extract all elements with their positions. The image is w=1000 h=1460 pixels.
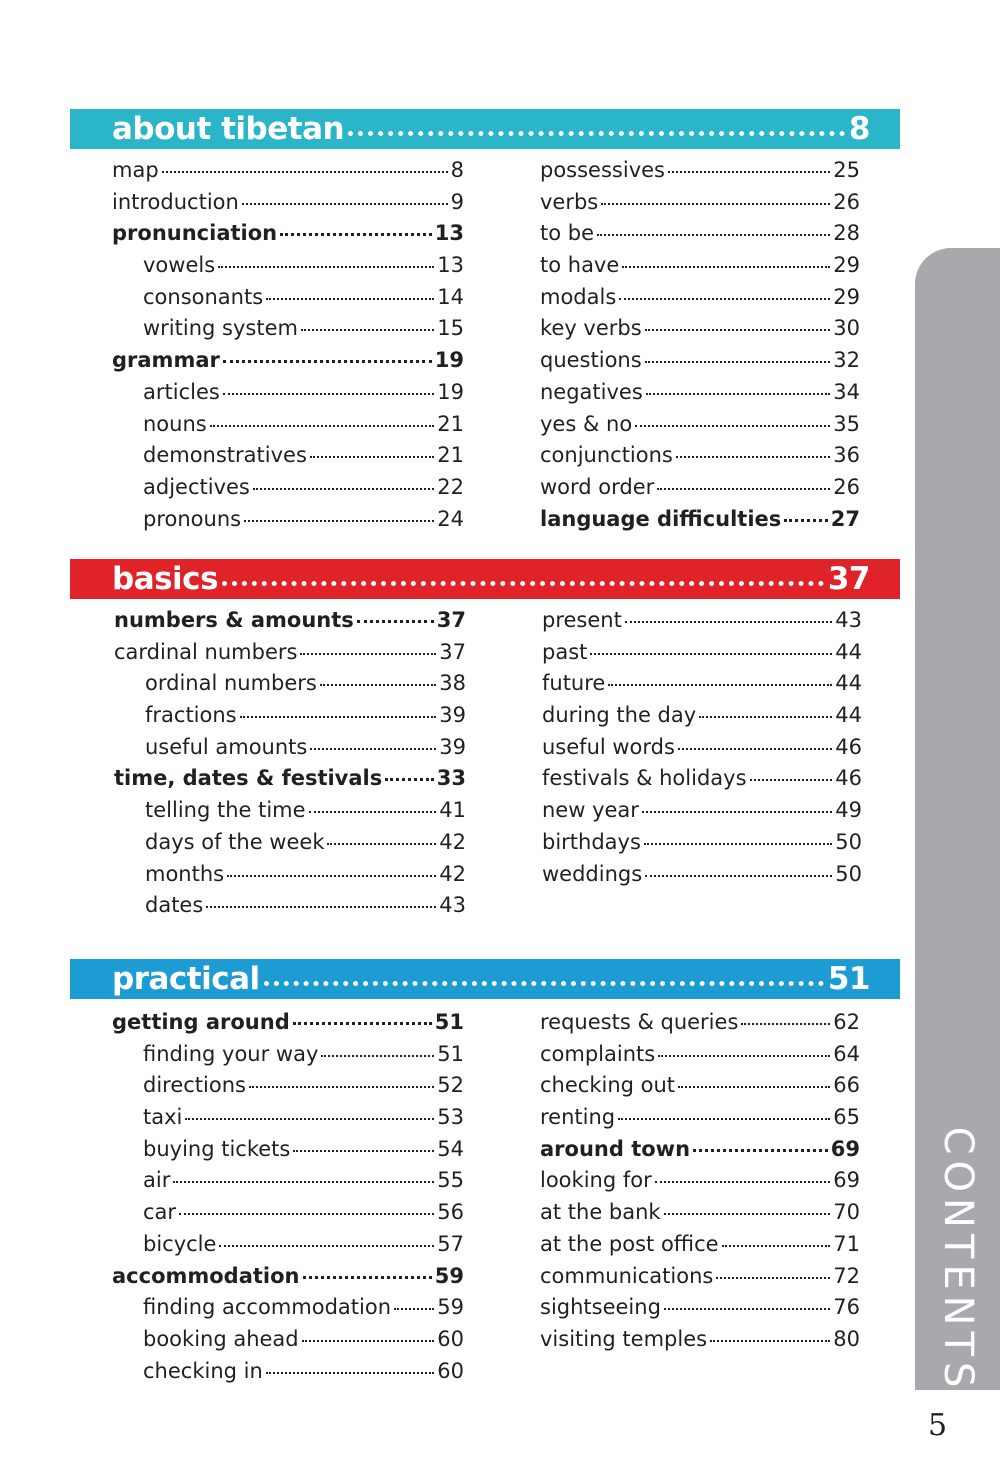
toc-entry-page: 21	[437, 411, 464, 436]
toc-entry-page: 71	[833, 1231, 860, 1256]
toc-entry-label: sightseeing	[540, 1295, 661, 1320]
toc-entry[interactable]	[540, 253, 860, 285]
toc-entry[interactable]	[112, 1327, 464, 1359]
toc-entry-label: articles	[143, 379, 220, 404]
toc-entry[interactable]	[114, 862, 466, 894]
toc-entry-page: 52	[437, 1073, 464, 1098]
dot-leader	[227, 875, 436, 877]
dot-leader	[645, 875, 832, 877]
toc-entry-page: 39	[439, 734, 466, 759]
toc-entry-page: 59	[434, 1263, 464, 1288]
dot-leader	[357, 620, 434, 623]
toc-entry-label: to have	[540, 253, 620, 278]
toc-entry-label: pronouns	[143, 506, 242, 531]
dot-leader	[310, 456, 434, 458]
toc-entry[interactable]	[542, 671, 862, 703]
dot-leader	[710, 1340, 830, 1342]
toc-entry[interactable]	[542, 735, 862, 767]
toc-entry-label: air	[143, 1168, 171, 1193]
toc-entry-label: dates	[145, 893, 204, 918]
dot-leader	[310, 748, 436, 750]
toc-entry-page: 51	[434, 1010, 464, 1034]
dot-leader	[658, 1055, 830, 1057]
dot-leader	[385, 778, 434, 781]
toc-entry-page: 39	[439, 703, 466, 728]
toc-entry-label: at the post office	[540, 1231, 719, 1256]
dot-leader	[293, 1150, 434, 1152]
dot-leader	[784, 519, 827, 522]
toc-entry[interactable]	[112, 1168, 464, 1200]
toc-entry-label: checking in	[143, 1358, 263, 1383]
dot-leader	[320, 684, 436, 686]
section-title: basics	[112, 561, 219, 597]
dot-leader	[266, 298, 434, 300]
toc-entry-label: weddings	[542, 861, 643, 886]
section-title: about tibetan	[112, 111, 345, 147]
dot-leader	[642, 811, 832, 813]
toc-entry[interactable]	[112, 190, 464, 222]
toc-entry[interactable]	[542, 703, 862, 735]
toc-entry-page: 60	[437, 1326, 464, 1351]
toc-entry-label: ordinal numbers	[145, 671, 317, 696]
toc-entry-label: to be	[540, 221, 595, 246]
toc-column-left	[112, 1010, 464, 1390]
toc-entry-page: 57	[437, 1231, 464, 1256]
dot-leader	[348, 131, 845, 136]
toc-entry[interactable]	[540, 1105, 860, 1137]
dot-leader	[619, 298, 830, 300]
toc-entry[interactable]	[540, 285, 860, 317]
toc-entry[interactable]	[112, 1010, 464, 1042]
toc-entry-page: 44	[835, 639, 862, 664]
toc-entry[interactable]	[542, 862, 862, 894]
dot-leader	[750, 779, 833, 781]
section-page: 37	[827, 561, 870, 597]
dot-leader	[309, 811, 437, 813]
toc-entry-label: taxi	[143, 1105, 183, 1130]
dot-leader	[644, 843, 832, 845]
toc-entry-page: 42	[439, 861, 466, 886]
dot-leader	[280, 233, 432, 236]
dot-leader	[223, 360, 432, 363]
toc-entry-label: booking ahead	[143, 1326, 299, 1351]
toc-entry-label: renting	[540, 1105, 616, 1130]
toc-entry[interactable]	[112, 1359, 464, 1391]
dot-leader	[253, 488, 434, 490]
toc-entry-label: at the bank	[540, 1200, 661, 1225]
dot-leader	[668, 171, 830, 173]
toc-entry-label: numbers & amounts	[114, 608, 354, 632]
toc-entry-label: fractions	[145, 703, 237, 728]
toc-entry-label: useful amounts	[145, 734, 308, 759]
toc-entry-label: telling the time	[145, 798, 306, 823]
toc-entry-page: 15	[437, 316, 464, 341]
toc-entry-page: 41	[439, 798, 466, 823]
toc-entry[interactable]	[114, 830, 466, 862]
toc-entry[interactable]	[112, 158, 464, 190]
toc-entry-label: future	[542, 671, 606, 696]
toc-entry[interactable]	[540, 158, 860, 190]
toc-entry[interactable]	[114, 766, 466, 798]
toc-entry[interactable]	[114, 798, 466, 830]
toc-entry[interactable]	[112, 443, 464, 475]
dot-leader	[693, 1149, 828, 1152]
toc-column-right	[542, 608, 862, 893]
toc-entry-label: visiting temples	[540, 1326, 708, 1351]
toc-entry-page: 37	[436, 608, 466, 632]
toc-column-left	[114, 608, 466, 925]
toc-entry-page: 27	[830, 506, 860, 531]
toc-entry[interactable]	[112, 316, 464, 348]
toc-entry-page: 13	[437, 253, 464, 278]
section-header-about-tibetan[interactable]	[70, 109, 900, 149]
toc-column-right	[540, 1010, 860, 1359]
page-number: 5	[928, 1408, 948, 1443]
toc-entry[interactable]	[540, 1327, 860, 1359]
toc-entry[interactable]	[540, 1200, 860, 1232]
toc-entry-label: modals	[540, 284, 617, 309]
dot-leader	[657, 488, 830, 490]
dot-leader	[676, 456, 830, 458]
toc-entry-label: during the day	[542, 703, 697, 728]
toc-entry-page: 62	[833, 1010, 860, 1034]
dot-leader	[162, 171, 448, 173]
toc-entry[interactable]	[112, 221, 464, 253]
toc-column-left	[112, 158, 464, 538]
toc-entry-label: getting around	[112, 1010, 290, 1034]
dot-leader	[608, 684, 832, 686]
dot-leader	[645, 361, 831, 363]
toc-entry[interactable]	[540, 190, 860, 222]
toc-entry-page: 53	[437, 1105, 464, 1130]
toc-entry-page: 25	[833, 158, 860, 182]
toc-entry-label: grammar	[112, 348, 220, 373]
toc-entry[interactable]	[112, 1073, 464, 1105]
side-tab-label: CONTENTS	[934, 1126, 981, 1394]
toc-entry-page: 38	[439, 671, 466, 696]
toc-entry-page: 65	[833, 1105, 860, 1130]
toc-entry-page: 28	[833, 221, 860, 246]
dot-leader	[645, 329, 831, 331]
toc-entry-label: map	[112, 158, 159, 182]
toc-entry-page: 46	[835, 766, 862, 791]
toc-entry[interactable]	[112, 475, 464, 507]
toc-entry-label: time, dates & festivals	[114, 766, 383, 791]
toc-entry-label: word order	[540, 474, 655, 499]
toc-entry[interactable]	[540, 348, 860, 380]
toc-entry-label: verbs	[540, 189, 599, 214]
dot-leader	[223, 393, 434, 395]
toc-entry-page: 46	[835, 734, 862, 759]
toc-entry-page: 26	[833, 474, 860, 499]
toc-entry[interactable]	[540, 1168, 860, 1200]
dot-leader	[699, 716, 832, 718]
dot-leader	[293, 1022, 432, 1025]
toc-entry-page: 32	[833, 348, 860, 373]
dot-leader	[622, 266, 830, 268]
dot-leader	[722, 1245, 831, 1247]
toc-entry[interactable]	[540, 221, 860, 253]
dot-leader	[302, 1340, 435, 1342]
toc-entry-label: negatives	[540, 379, 643, 404]
toc-entry[interactable]	[114, 735, 466, 767]
dot-leader	[678, 748, 832, 750]
toc-entry-page: 69	[833, 1168, 860, 1193]
toc-entry[interactable]	[540, 1137, 860, 1169]
toc-entry-label: complaints	[540, 1041, 656, 1066]
section-page: 51	[827, 961, 870, 997]
toc-entry-label: conjunctions	[540, 443, 673, 468]
toc-entry-label: language difficulties	[540, 506, 782, 531]
toc-entry-page: 64	[833, 1041, 860, 1066]
toc-entry-page: 29	[833, 253, 860, 278]
toc-entry[interactable]	[112, 412, 464, 444]
toc-entry-label: birthdays	[542, 829, 641, 854]
dot-leader	[678, 1086, 830, 1088]
toc-entry[interactable]	[114, 640, 466, 672]
toc-entry-page: 8	[450, 158, 464, 182]
toc-entry-label: directions	[143, 1073, 246, 1098]
toc-entry[interactable]	[542, 766, 862, 798]
toc-entry-page: 14	[437, 284, 464, 309]
toc-entry-page: 36	[833, 443, 860, 468]
toc-entry-label: looking for	[540, 1168, 652, 1193]
toc-entry-label: yes & no	[540, 411, 633, 436]
dot-leader	[646, 393, 830, 395]
toc-entry[interactable]	[542, 798, 862, 830]
toc-entry-page: 76	[833, 1295, 860, 1320]
toc-entry[interactable]	[540, 507, 860, 539]
toc-entry-page: 55	[437, 1168, 464, 1193]
dot-leader	[218, 266, 434, 268]
toc-entry[interactable]	[540, 1042, 860, 1074]
toc-entry-label: bicycle	[143, 1231, 217, 1256]
toc-entry[interactable]	[540, 475, 860, 507]
dot-leader	[601, 203, 830, 205]
toc-entry-page: 42	[439, 829, 466, 854]
toc-entry[interactable]	[540, 1295, 860, 1327]
toc-entry-page: 21	[437, 443, 464, 468]
toc-entry[interactable]	[540, 380, 860, 412]
dot-leader	[219, 1245, 434, 1247]
toc-entry-page: 22	[437, 474, 464, 499]
dot-leader	[327, 843, 436, 845]
toc-entry-label: nouns	[143, 411, 207, 436]
dot-leader	[179, 1213, 434, 1215]
toc-entry[interactable]	[540, 443, 860, 475]
toc-entry-label: car	[143, 1200, 177, 1225]
toc-column-right	[540, 158, 860, 538]
toc-entry-label: festivals & holidays	[542, 766, 747, 791]
toc-entry-page: 56	[437, 1200, 464, 1225]
dot-leader	[301, 329, 434, 331]
toc-entry-page: 66	[833, 1073, 860, 1098]
toc-entry-page: 19	[437, 379, 464, 404]
toc-entry-label: key verbs	[540, 316, 642, 341]
dot-leader	[590, 653, 832, 655]
contents-side-tab	[915, 248, 1000, 1394]
dot-leader	[249, 1086, 434, 1088]
toc-entry[interactable]	[112, 285, 464, 317]
toc-entry-label: requests & queries	[540, 1010, 739, 1034]
dot-leader	[185, 1118, 434, 1120]
dot-leader	[321, 1055, 434, 1057]
toc-entry-label: finding your way	[143, 1041, 319, 1066]
toc-entry-page: 13	[434, 221, 464, 246]
toc-entry-label: past	[542, 639, 588, 664]
toc-entry-page: 29	[833, 284, 860, 309]
toc-entry-page: 80	[833, 1326, 860, 1351]
toc-entry-page: 59	[437, 1295, 464, 1320]
toc-entry[interactable]	[542, 608, 862, 640]
section-header-basics[interactable]	[70, 559, 900, 599]
toc-entry[interactable]	[542, 640, 862, 672]
dot-leader	[173, 1181, 434, 1183]
toc-entry[interactable]	[112, 380, 464, 412]
toc-entry[interactable]	[112, 1295, 464, 1327]
toc-entry-page: 50	[835, 861, 862, 886]
toc-entry[interactable]	[540, 1264, 860, 1296]
toc-entry-page: 9	[450, 189, 464, 214]
toc-entry-label: buying tickets	[143, 1136, 291, 1161]
toc-entry-label: cardinal numbers	[114, 639, 298, 664]
toc-entry-label: consonants	[143, 284, 264, 309]
toc-entry[interactable]	[112, 1264, 464, 1296]
toc-entry-page: 33	[436, 766, 466, 791]
toc-entry-label: introduction	[112, 189, 239, 214]
toc-entry-label: writing system	[143, 316, 298, 341]
toc-entry-label: pronunciation	[112, 221, 278, 246]
dot-leader	[240, 716, 437, 718]
dot-leader	[264, 981, 824, 986]
toc-entry[interactable]	[540, 1232, 860, 1264]
toc-entry[interactable]	[540, 412, 860, 444]
toc-entry-page: 19	[434, 348, 464, 373]
dot-leader	[664, 1308, 830, 1310]
toc-entry-page: 44	[835, 671, 862, 696]
toc-entry-label: months	[145, 861, 225, 886]
toc-entry[interactable]	[112, 253, 464, 285]
toc-entry-label: checking out	[540, 1073, 676, 1098]
toc-entry-page: 49	[835, 798, 862, 823]
toc-entry-label: questions	[540, 348, 642, 373]
toc-entry[interactable]	[114, 671, 466, 703]
dot-leader	[625, 621, 832, 623]
toc-entry-page: 34	[833, 379, 860, 404]
dot-leader	[618, 1118, 830, 1120]
toc-entry[interactable]	[112, 1232, 464, 1264]
toc-entry-label: communications	[540, 1263, 714, 1288]
section-title: practical	[112, 961, 260, 997]
toc-entry-page: 51	[437, 1041, 464, 1066]
toc-entry[interactable]	[540, 1010, 860, 1042]
dot-leader	[741, 1023, 830, 1025]
toc-entry[interactable]	[542, 830, 862, 862]
toc-entry-label: useful words	[542, 734, 675, 759]
section-header-practical[interactable]	[70, 959, 900, 999]
toc-entry[interactable]	[112, 1042, 464, 1074]
side-tab-label-wrap	[915, 1126, 1000, 1394]
toc-entry-page: 35	[833, 411, 860, 436]
toc-entry-label: around town	[540, 1136, 691, 1161]
toc-entry-label: adjectives	[143, 474, 250, 499]
toc-entry[interactable]	[540, 316, 860, 348]
dot-leader	[266, 1372, 434, 1374]
dot-leader	[635, 425, 830, 427]
dot-leader	[242, 203, 448, 205]
toc-entry-page: 44	[835, 703, 862, 728]
dot-leader	[597, 234, 830, 236]
toc-entry-label: days of the week	[145, 829, 325, 854]
toc-entry[interactable]	[112, 507, 464, 539]
toc-entry[interactable]	[112, 1137, 464, 1169]
toc-entry[interactable]	[114, 893, 466, 925]
toc-entry[interactable]	[112, 1105, 464, 1137]
dot-leader	[222, 581, 824, 586]
dot-leader	[244, 520, 434, 522]
dot-leader	[716, 1277, 830, 1279]
toc-entry-page: 70	[833, 1200, 860, 1225]
toc-entry-page: 72	[833, 1263, 860, 1288]
toc-entry-page: 37	[439, 639, 466, 664]
toc-entry-label: present	[542, 608, 622, 632]
toc-entry-label: finding accommodation	[143, 1295, 392, 1320]
dot-leader	[300, 653, 436, 655]
toc-entry-page: 26	[833, 189, 860, 214]
toc-entry-label: new year	[542, 798, 639, 823]
toc-entry-page: 43	[835, 608, 862, 632]
dot-leader	[655, 1181, 831, 1183]
toc-entry-page: 24	[437, 506, 464, 531]
toc-entry[interactable]	[112, 1200, 464, 1232]
toc-entry-page: 43	[439, 893, 466, 918]
dot-leader	[206, 906, 436, 908]
toc-entry-label: possessives	[540, 158, 665, 182]
toc-entry[interactable]	[540, 1073, 860, 1105]
toc-entry-page: 60	[437, 1358, 464, 1383]
section-page: 8	[848, 111, 870, 147]
toc-entry-page: 69	[830, 1136, 860, 1161]
toc-entry[interactable]	[114, 703, 466, 735]
toc-entry-page: 54	[437, 1136, 464, 1161]
toc-entry[interactable]	[114, 608, 466, 640]
dot-leader	[303, 1276, 432, 1279]
toc-entry-label: accommodation	[112, 1263, 300, 1288]
toc-entry-page: 30	[833, 316, 860, 341]
toc-entry-label: demonstratives	[143, 443, 307, 468]
toc-entry[interactable]	[112, 348, 464, 380]
toc-entry-page: 50	[835, 829, 862, 854]
dot-leader	[210, 425, 435, 427]
toc-entry-label: vowels	[143, 253, 216, 278]
dot-leader	[394, 1308, 434, 1310]
dot-leader	[664, 1213, 831, 1215]
